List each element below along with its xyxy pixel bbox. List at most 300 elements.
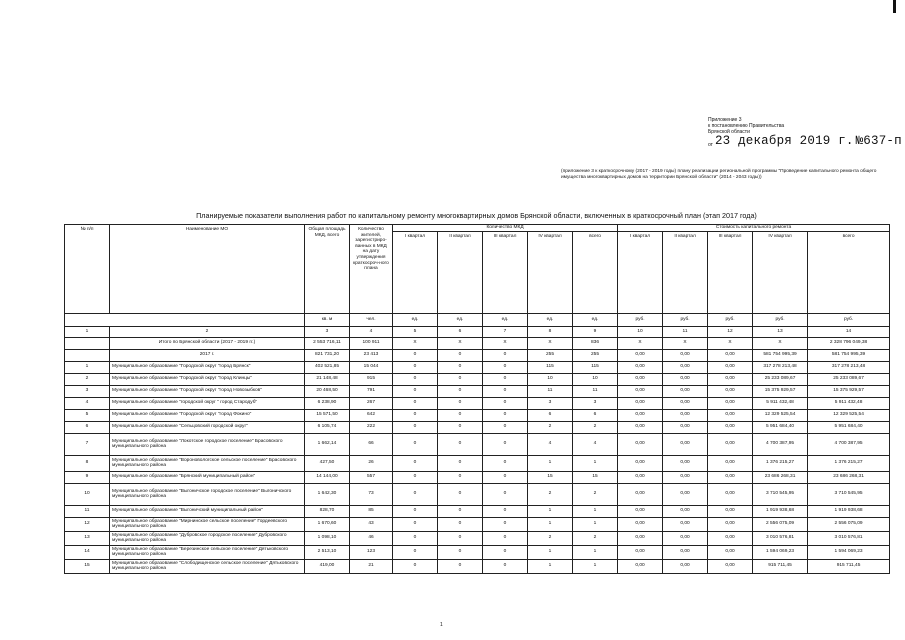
value-cell: 21 xyxy=(350,559,393,573)
mo-name-cell: Муниципальное образование "Городской округ "город Фокино" xyxy=(110,409,305,421)
value-cell: 1 594 069,23 xyxy=(753,545,808,559)
header-name: Наименование МО xyxy=(110,225,305,314)
value-cell: 0,00 xyxy=(618,455,663,471)
header-area: Общая площадь МКД, всего xyxy=(305,225,350,314)
value-cell: 0 xyxy=(438,397,483,409)
value-cell: 0 xyxy=(393,455,438,471)
value-cell: X xyxy=(708,337,753,349)
value-cell: 0 xyxy=(483,455,528,471)
value-cell: 5 911 432,48 xyxy=(808,397,890,409)
value-cell: 2 xyxy=(528,531,573,545)
value-cell: 1 594 069,23 xyxy=(808,545,890,559)
value-cell: 0 xyxy=(438,455,483,471)
value-cell: 0 xyxy=(438,531,483,545)
appendix-from-label: от xyxy=(708,142,713,148)
row-number-cell: 12 xyxy=(65,517,110,531)
value-cell: 0 xyxy=(393,531,438,545)
value-cell: 46 xyxy=(350,531,393,545)
value-cell: 0 xyxy=(393,471,438,483)
value-cell: 581 754 995,39 xyxy=(808,349,890,361)
value-cell: 2 xyxy=(573,421,618,433)
value-cell: 0,00 xyxy=(663,385,708,397)
appendix-line-2: к постановлению Правительства xyxy=(708,123,785,129)
appendix-date-line xyxy=(560,134,902,148)
value-cell: 0 xyxy=(438,349,483,361)
value-cell: 0,00 xyxy=(708,517,753,531)
row-number-cell: 2 xyxy=(65,373,110,385)
value-cell: 1 919 938,68 xyxy=(808,505,890,517)
value-cell: 100 911 xyxy=(350,337,393,349)
value-cell: 0,00 xyxy=(663,349,708,361)
value-cell: 1 xyxy=(573,559,618,573)
value-cell: 915 711,45 xyxy=(753,559,808,573)
value-cell: X xyxy=(618,337,663,349)
value-cell: 0 xyxy=(438,433,483,455)
value-cell: 23 686 268,31 xyxy=(753,471,808,483)
value-cell: 0 xyxy=(438,483,483,505)
appendix-block xyxy=(560,117,902,148)
value-cell: 0 xyxy=(393,517,438,531)
value-cell: 0 xyxy=(483,433,528,455)
value-cell: 0 xyxy=(483,421,528,433)
value-cell: 267 xyxy=(350,397,393,409)
header-mkd-group: Количество МКД xyxy=(393,225,618,232)
value-cell: 1 376 215,27 xyxy=(753,455,808,471)
value-cell: 0,00 xyxy=(663,505,708,517)
value-cell: 14 144,00 xyxy=(305,471,350,483)
value-cell: 0 xyxy=(393,349,438,361)
column-number-cell: 6 xyxy=(438,326,483,337)
value-cell: 0,00 xyxy=(618,349,663,361)
unit-cell: ед. xyxy=(438,313,483,326)
value-cell: X xyxy=(753,337,808,349)
value-cell: 4 700 387,95 xyxy=(808,433,890,455)
appendix-line-1: Приложение 3 xyxy=(708,117,742,123)
row-number-cell xyxy=(65,349,110,361)
row-number-cell: 13 xyxy=(65,531,110,545)
value-cell: 0 xyxy=(483,373,528,385)
value-cell: 15 375 929,57 xyxy=(753,385,808,397)
value-cell: 222 xyxy=(350,421,393,433)
value-cell: 642 xyxy=(350,409,393,421)
value-cell: 0 xyxy=(438,545,483,559)
value-cell: 0,00 xyxy=(708,545,753,559)
value-cell: 5 951 684,40 xyxy=(753,421,808,433)
header-cost-q1: I квартал xyxy=(618,231,663,313)
value-cell: 0 xyxy=(393,505,438,517)
value-cell: 25 233 089,67 xyxy=(808,373,890,385)
header-num: № п/п xyxy=(65,225,110,314)
value-cell: 0,00 xyxy=(663,373,708,385)
header-mkd-q4: IV квартал xyxy=(528,231,573,313)
value-cell: 115 xyxy=(573,361,618,373)
scan-edge-mark xyxy=(893,0,896,13)
value-cell: 0,00 xyxy=(663,545,708,559)
value-cell: 2 xyxy=(528,421,573,433)
value-cell: 427,50 xyxy=(305,455,350,471)
table-row xyxy=(65,385,890,397)
header-cost-group: Стоимость капитального ремонта xyxy=(618,225,890,232)
value-cell: 0 xyxy=(438,385,483,397)
document-title: Планируемые показатели выполнения работ по капитальному ремонту многоквартирных домов Брянской области, включенных в краткосрочный план (этап 2017 года) xyxy=(196,211,757,220)
value-cell: 0,00 xyxy=(663,421,708,433)
value-cell: 836 xyxy=(573,337,618,349)
value-cell: 0 xyxy=(438,361,483,373)
value-cell: 85 xyxy=(350,505,393,517)
mo-name-cell: Муниципальное образование "Городской округ "город Новозыбков" xyxy=(110,385,305,397)
value-cell: 0 xyxy=(438,421,483,433)
value-cell: X xyxy=(663,337,708,349)
value-cell: 791 xyxy=(350,385,393,397)
header-cost-q4: IV квартал xyxy=(753,231,808,313)
value-cell: 12 329 525,54 xyxy=(808,409,890,421)
mo-name-cell: 2017 г. xyxy=(110,349,305,361)
value-cell: 0,00 xyxy=(708,409,753,421)
row-number-cell: 5 xyxy=(65,409,110,421)
value-cell: 2 328 796 049,38 xyxy=(808,337,890,349)
mo-name-cell: Итого по Брянской области (2017 - 2019 гг.) xyxy=(110,337,305,349)
column-number-cell: 1 xyxy=(65,326,110,337)
value-cell: 2 xyxy=(573,531,618,545)
value-cell: 1 xyxy=(573,455,618,471)
unit-cell: руб. xyxy=(753,313,808,326)
value-cell: 21 148,48 xyxy=(305,373,350,385)
value-cell: 557 xyxy=(350,471,393,483)
value-cell: 0 xyxy=(393,385,438,397)
value-cell: 0,00 xyxy=(663,531,708,545)
handwritten-number: №637-п xyxy=(855,134,902,148)
value-cell: 0 xyxy=(483,471,528,483)
handwritten-date: 23 декабря 2019 г. xyxy=(714,134,854,148)
value-cell: 4 xyxy=(528,433,573,455)
value-cell: 0,00 xyxy=(618,483,663,505)
value-cell: 25 233 089,67 xyxy=(753,373,808,385)
value-cell: 23 413 xyxy=(350,349,393,361)
mo-name-cell: Муниципальное образование "Выгоничский муниципальный район" xyxy=(110,505,305,517)
table-row xyxy=(65,545,890,559)
value-cell: 0 xyxy=(483,517,528,531)
header-mkd-q3: III квартал xyxy=(483,231,528,313)
unit-cell: ед. xyxy=(393,313,438,326)
value-cell: 0 xyxy=(483,559,528,573)
unit-cell: ед. xyxy=(483,313,528,326)
value-cell: 0,00 xyxy=(708,483,753,505)
value-cell: 0 xyxy=(438,517,483,531)
value-cell: 0 xyxy=(393,559,438,573)
summary-row xyxy=(65,337,890,349)
mo-name-cell: Муниципальное образование "Березинское сельское поселение" Дятьковского муниципального района xyxy=(110,545,305,559)
row-number-cell: 7 xyxy=(65,433,110,455)
summary-row xyxy=(65,349,890,361)
value-cell: 0 xyxy=(393,483,438,505)
value-cell: 6 xyxy=(528,409,573,421)
mo-name-cell: Муниципальное образование "Сельцовский городской округ" xyxy=(110,421,305,433)
value-cell: 915 711,45 xyxy=(808,559,890,573)
header-cost-total: всего xyxy=(808,231,890,313)
value-cell: 0,00 xyxy=(663,397,708,409)
value-cell: 1 xyxy=(528,545,573,559)
value-cell: 3 xyxy=(573,397,618,409)
value-cell: 1 xyxy=(528,559,573,573)
value-cell: 0,00 xyxy=(708,349,753,361)
value-cell: 2 553 716,11 xyxy=(305,337,350,349)
value-cell: 3 010 576,81 xyxy=(808,531,890,545)
value-cell: 1 xyxy=(573,505,618,517)
column-number-cell: 12 xyxy=(708,326,753,337)
value-cell: 0 xyxy=(483,385,528,397)
page-number: 1 xyxy=(440,622,443,628)
value-cell: 0 xyxy=(438,505,483,517)
mo-name-cell: Муниципальное образование "Дубровское городское поселение" Дубровского муниципального района xyxy=(110,531,305,545)
value-cell: 0 xyxy=(483,361,528,373)
row-number-cell: 4 xyxy=(65,397,110,409)
value-cell: 12 329 525,54 xyxy=(753,409,808,421)
value-cell: 1 670,60 xyxy=(305,517,350,531)
value-cell: 6 xyxy=(573,409,618,421)
value-cell: 43 xyxy=(350,517,393,531)
mo-name-cell: Муниципальное образование "Слободищенское сельское поселение" Дятьковского муниципального района xyxy=(110,559,305,573)
value-cell: 0,00 xyxy=(618,385,663,397)
value-cell: 0 xyxy=(483,545,528,559)
header-mkd-q2: II квартал xyxy=(438,231,483,313)
value-cell: 15 571,50 xyxy=(305,409,350,421)
value-cell: X xyxy=(393,337,438,349)
value-cell: 1 919 938,68 xyxy=(753,505,808,517)
value-cell: 1 xyxy=(573,517,618,531)
value-cell: 255 xyxy=(528,349,573,361)
column-number-cell: 7 xyxy=(483,326,528,337)
value-cell: 0 xyxy=(393,433,438,455)
table-body xyxy=(65,337,890,573)
value-cell: 0,00 xyxy=(618,545,663,559)
unit-cell: руб. xyxy=(708,313,753,326)
value-cell: 23 686 268,31 xyxy=(808,471,890,483)
value-cell: 1 098,10 xyxy=(305,531,350,545)
value-cell: 0,00 xyxy=(663,471,708,483)
column-number-cell: 3 xyxy=(305,326,350,337)
value-cell: 915 xyxy=(350,373,393,385)
value-cell: 255 xyxy=(573,349,618,361)
appendix-line-3: Брянской области xyxy=(708,129,750,135)
value-cell: 0,00 xyxy=(663,455,708,471)
value-cell: 6 238,90 xyxy=(305,397,350,409)
value-cell: 0,00 xyxy=(708,471,753,483)
value-cell: 2 513,10 xyxy=(305,545,350,559)
value-cell: 0,00 xyxy=(663,433,708,455)
value-cell: 4 xyxy=(573,433,618,455)
units-blank xyxy=(65,313,305,326)
mo-name-cell: Муниципальное образование "Брянский муниципальный район" xyxy=(110,471,305,483)
table-row xyxy=(65,421,890,433)
row-number-cell: 11 xyxy=(65,505,110,517)
value-cell: 0 xyxy=(483,349,528,361)
value-cell: 419,00 xyxy=(305,559,350,573)
unit-cell: руб. xyxy=(618,313,663,326)
value-cell: 0,00 xyxy=(708,361,753,373)
value-cell: 0 xyxy=(393,545,438,559)
value-cell: 0 xyxy=(483,531,528,545)
row-number-cell: 14 xyxy=(65,545,110,559)
value-cell: 1 xyxy=(528,517,573,531)
value-cell: 0,00 xyxy=(663,409,708,421)
row-number-cell: 3 xyxy=(65,385,110,397)
value-cell: 0 xyxy=(393,409,438,421)
appendix-note: (приложение 3 к краткосрочному (2017 - 2019 годы) плану реализации региональной программы "Проведение капитального ремонта общего имущества многоквартирных домов на территории Брянской области" (2014 - 2043 годы)) xyxy=(561,169,877,180)
value-cell: 6 105,74 xyxy=(305,421,350,433)
value-cell: 11 xyxy=(573,385,618,397)
table-row xyxy=(65,373,890,385)
value-cell: 1 xyxy=(528,455,573,471)
header-mkd-q1: I квартал xyxy=(393,231,438,313)
value-cell: 0,00 xyxy=(663,517,708,531)
value-cell: 1 662,14 xyxy=(305,433,350,455)
table-row xyxy=(65,361,890,373)
row-number-cell: 15 xyxy=(65,559,110,573)
value-cell: 2 556 075,09 xyxy=(753,517,808,531)
row-number-cell: 10 xyxy=(65,483,110,505)
value-cell: 0,00 xyxy=(708,505,753,517)
value-cell: 2 xyxy=(573,483,618,505)
unit-cell: руб. xyxy=(663,313,708,326)
header-mkd-total: всего xyxy=(573,231,618,313)
column-number-cell: 2 xyxy=(110,326,305,337)
value-cell: 10 xyxy=(573,373,618,385)
row-number-cell: 9 xyxy=(65,471,110,483)
value-cell: 115 xyxy=(528,361,573,373)
header-cost-q3: III квартал xyxy=(708,231,753,313)
value-cell: 0,00 xyxy=(618,373,663,385)
mo-name-cell: Муниципальное образование "Вороновологское сельское поселение" Брасовского муниципального района xyxy=(110,455,305,471)
mo-name-cell: Муниципальное образование "Городской округ "город Клинцы" xyxy=(110,373,305,385)
row-number-cell: 6 xyxy=(65,421,110,433)
column-number-cell: 10 xyxy=(618,326,663,337)
value-cell: 0,00 xyxy=(663,483,708,505)
table-row xyxy=(65,531,890,545)
header-residents: Количество жителей, зарегистриро-ванных в МКД на дату утверждения краткосроч-ного плана xyxy=(350,225,393,314)
value-cell: 0,00 xyxy=(708,559,753,573)
value-cell: 0 xyxy=(393,397,438,409)
value-cell: 66 xyxy=(350,433,393,455)
value-cell: 828,70 xyxy=(305,505,350,517)
value-cell: 0,00 xyxy=(663,361,708,373)
value-cell: 0,00 xyxy=(618,433,663,455)
value-cell: 0 xyxy=(393,373,438,385)
mo-name-cell: Муниципальное образование "Городской округ "город Брянск" xyxy=(110,361,305,373)
table-row xyxy=(65,483,890,505)
value-cell: 11 xyxy=(528,385,573,397)
value-cell: 0,00 xyxy=(708,397,753,409)
value-cell: 0 xyxy=(393,421,438,433)
header-cost-q2: II квартал xyxy=(663,231,708,313)
column-number-cell: 5 xyxy=(393,326,438,337)
value-cell: 0,00 xyxy=(618,421,663,433)
mo-name-cell: Муниципальное образование "Выгоничское городское поселение" Выгоничского муниципального района xyxy=(110,483,305,505)
table-row xyxy=(65,409,890,421)
table-row xyxy=(65,397,890,409)
row-number-cell xyxy=(65,337,110,349)
unit-cell: чел. xyxy=(350,313,393,326)
value-cell: 15 xyxy=(528,471,573,483)
column-number-cell: 4 xyxy=(350,326,393,337)
value-cell: 0 xyxy=(483,397,528,409)
plan-table xyxy=(64,224,890,574)
table-row xyxy=(65,433,890,455)
value-cell: 0,00 xyxy=(618,397,663,409)
value-cell: 317 278 213,48 xyxy=(808,361,890,373)
value-cell: 0 xyxy=(438,559,483,573)
mo-name-cell: Муниципальное образование "городской округ " город Стародуб" xyxy=(110,397,305,409)
units-row xyxy=(65,313,890,326)
value-cell: 581 754 995,39 xyxy=(753,349,808,361)
value-cell: 0 xyxy=(438,373,483,385)
value-cell: 0 xyxy=(438,409,483,421)
column-number-cell: 14 xyxy=(808,326,890,337)
value-cell: 2 556 075,09 xyxy=(808,517,890,531)
header-row-groups xyxy=(65,225,890,232)
value-cell: X xyxy=(483,337,528,349)
unit-cell: ед. xyxy=(528,313,573,326)
value-cell: X xyxy=(438,337,483,349)
value-cell: 4 700 387,95 xyxy=(753,433,808,455)
value-cell: 15 375 929,57 xyxy=(808,385,890,397)
value-cell: 821 731,20 xyxy=(305,349,350,361)
value-cell: 0,00 xyxy=(618,361,663,373)
value-cell: 0,00 xyxy=(708,421,753,433)
value-cell: 1 376 215,27 xyxy=(808,455,890,471)
column-number-cell: 11 xyxy=(663,326,708,337)
table-row xyxy=(65,455,890,471)
value-cell: 0 xyxy=(438,471,483,483)
mo-name-cell: Муниципальное образование "Мирнинское сельское поселение" Гордеевского муниципального района xyxy=(110,517,305,531)
value-cell: X xyxy=(528,337,573,349)
column-numbers-row xyxy=(65,326,890,337)
value-cell: 0,00 xyxy=(618,505,663,517)
value-cell: 15 044 xyxy=(350,361,393,373)
value-cell: 3 710 545,95 xyxy=(753,483,808,505)
value-cell: 5 911 432,48 xyxy=(753,397,808,409)
value-cell: 5 951 684,40 xyxy=(808,421,890,433)
unit-cell: кв. м xyxy=(305,313,350,326)
value-cell: 3 010 576,81 xyxy=(753,531,808,545)
value-cell: 10 xyxy=(528,373,573,385)
value-cell: 317 278 213,48 xyxy=(753,361,808,373)
value-cell: 0,00 xyxy=(708,455,753,471)
column-number-cell: 13 xyxy=(753,326,808,337)
value-cell: 0,00 xyxy=(663,559,708,573)
value-cell: 0 xyxy=(483,483,528,505)
value-cell: 402 521,85 xyxy=(305,361,350,373)
value-cell: 1 xyxy=(528,505,573,517)
table-row xyxy=(65,505,890,517)
value-cell: 3 710 545,95 xyxy=(808,483,890,505)
unit-cell: ед. xyxy=(573,313,618,326)
value-cell: 0,00 xyxy=(618,517,663,531)
value-cell: 0 xyxy=(483,409,528,421)
value-cell: 0,00 xyxy=(708,385,753,397)
value-cell: 0,00 xyxy=(708,373,753,385)
value-cell: 1 xyxy=(573,545,618,559)
column-number-cell: 8 xyxy=(528,326,573,337)
table-row xyxy=(65,559,890,573)
value-cell: 0 xyxy=(393,361,438,373)
value-cell: 20 468,50 xyxy=(305,385,350,397)
column-number-cell: 9 xyxy=(573,326,618,337)
row-number-cell: 8 xyxy=(65,455,110,471)
value-cell: 0,00 xyxy=(708,531,753,545)
value-cell: 0,00 xyxy=(618,531,663,545)
value-cell: 0 xyxy=(483,505,528,517)
value-cell: 0,00 xyxy=(618,409,663,421)
